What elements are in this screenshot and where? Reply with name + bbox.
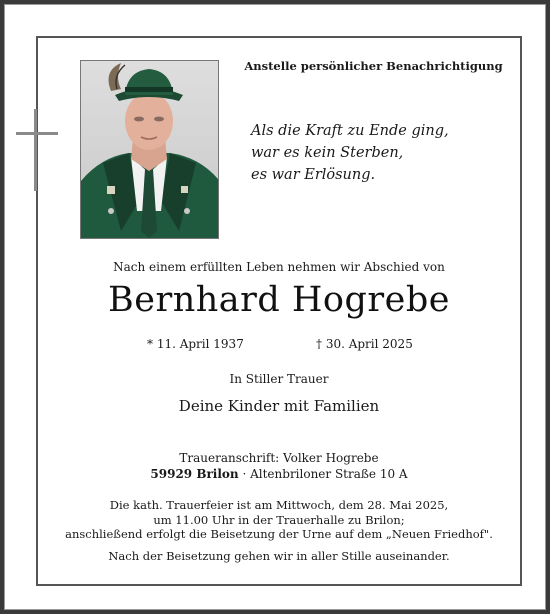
poem-line: Als die Kraft zu Ende ging,	[251, 123, 449, 139]
mourning-label: In Stiller Trauer	[229, 372, 329, 386]
ceremony-line: um 11.00 Uhr in der Trauerhalle zu Brilon;	[153, 512, 405, 527]
cross-icon	[16, 109, 58, 191]
postal-city: 59929 Brilon	[150, 467, 239, 481]
poem-line: war es kein Sterben,	[251, 145, 404, 161]
ceremony-line: Die kath. Trauerfeier ist am Mittwoch, dem 28. Mai 2025,	[109, 498, 449, 512]
address-line	[4, 466, 550, 482]
mourning-address	[4, 450, 550, 482]
death-date: † 30. April 2025	[316, 337, 413, 351]
address-line: Traueranschrift: Volker Hogrebe	[179, 451, 379, 465]
birth-date: * 11. April 1937	[147, 337, 244, 351]
notice-heading: Anstelle persönlicher Benachrichtigung	[244, 59, 503, 73]
ceremony-line: anschließend erfolgt die Beisetzung der Urne auf dem „Neuen Friedhof".	[65, 527, 493, 541]
intro-text: Nach einem erfüllten Leben nehmen wir Abschied von	[113, 260, 445, 274]
poem	[251, 120, 501, 186]
closing-text: Nach der Beisetzung gehen wir in aller Stille auseinander.	[108, 549, 450, 563]
mourners: Deine Kinder mit Familien	[178, 397, 380, 415]
ceremony-info	[4, 498, 550, 542]
deceased-name: Bernhard Hogrebe	[108, 280, 450, 320]
poem-line: es war Erlösung.	[251, 167, 376, 183]
portrait-photo	[80, 60, 219, 239]
street: · Altenbriloner Straße 10 A	[238, 467, 408, 481]
